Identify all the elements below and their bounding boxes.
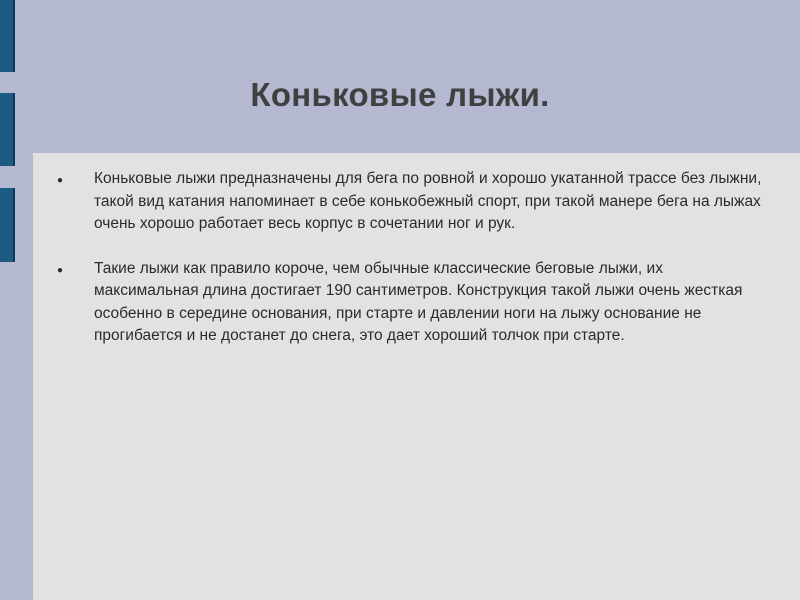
bullet-list xyxy=(33,168,800,370)
bullet-item xyxy=(33,258,800,348)
decor-bar-top xyxy=(0,0,15,72)
slide-title: Коньковые лыжи. xyxy=(250,76,550,113)
bullet-item xyxy=(33,168,800,236)
bullet-text: Коньковые лыжи предназначены для бега по ровной и хорошо укатанной трассе без лыжни, такой вид катания напоминает в себе конькобежный спорт, при такой манере бега на лыжах очень хорошо работает весь корпус в сочетании ног и рук. xyxy=(94,170,762,232)
content-panel xyxy=(33,153,800,600)
bullet-dot-icon: ● xyxy=(57,175,64,186)
bullet-text: Такие лыжи как правило короче, чем обычные классические беговые лыжи, их максимальная длина достигает 190 сантиметров. Конструкция такой лыжи очень жесткая особенно в середине основания, при старте и давлении ноги на лыжу основание не прогибается и не достанет до снега, это дает хороший толчок при старте. xyxy=(94,259,743,344)
decor-bar-bottom xyxy=(0,188,15,262)
bullet-dot-icon: ● xyxy=(57,264,64,276)
